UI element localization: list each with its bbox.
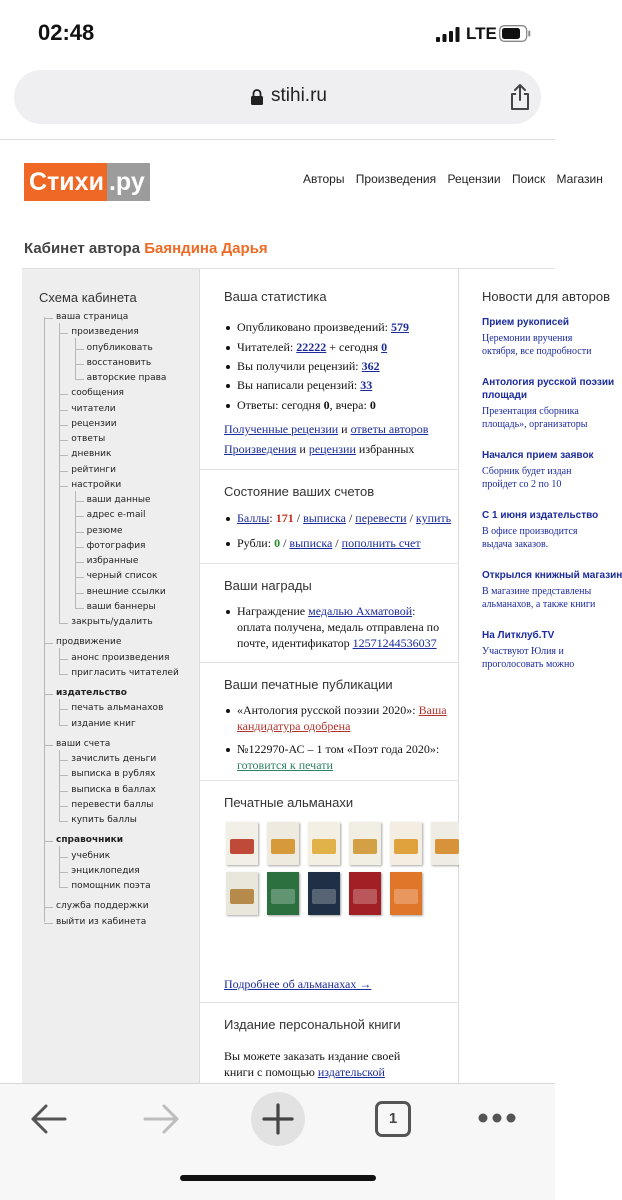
tree-connector — [75, 501, 84, 502]
tree-connector — [44, 841, 53, 842]
tree-connector — [59, 791, 68, 792]
news-column — [459, 269, 622, 1084]
rubles-topup-link[interactable]: пополнить счет — [341, 536, 421, 550]
points-row: Баллы: 171 / выписка / перевести / купить — [237, 511, 452, 525]
conjunction: и — [341, 422, 348, 436]
personal-book-line2 — [224, 1065, 385, 1080]
award-line1 — [237, 604, 416, 619]
new-tab-button[interactable] — [251, 1092, 305, 1146]
tree-connector — [75, 547, 84, 548]
almanacs-section — [200, 780, 459, 1002]
almanac-cover[interactable] — [390, 822, 422, 865]
sidebar-item[interactable]: справочники — [56, 835, 124, 846]
site-logo[interactable] — [24, 163, 150, 201]
sidebar-item[interactable]: пригласить читателей — [71, 667, 179, 678]
sidebar-item[interactable]: анонс произведения — [71, 652, 170, 663]
sidebar-item[interactable]: фотография — [86, 540, 146, 551]
stats-links-row1 — [224, 422, 428, 437]
award-line2: оплата получена, медаль отправлена по — [237, 620, 440, 634]
points-link[interactable]: Баллы — [237, 511, 270, 525]
status-bar — [0, 0, 555, 68]
page-title-prefix: Кабинет автора — [24, 240, 141, 257]
tree-connector — [59, 775, 68, 776]
cover-art — [271, 839, 295, 854]
logo-main: Стихи — [24, 163, 107, 201]
publication-2-status[interactable]: готовится к печати — [237, 758, 333, 772]
personal-book-line1: Вы можете заказать издание своей — [224, 1049, 401, 1063]
accounts-title: Состояние ваших счетов — [224, 484, 375, 499]
tree-connector — [75, 608, 84, 609]
stat-answers-yesterday: 0 — [369, 398, 376, 412]
personal-book-section — [200, 1002, 459, 1092]
cabinet-frame — [22, 268, 622, 1083]
sidebar-item[interactable]: избранные — [86, 556, 139, 566]
tracking-id-link[interactable]: 12571244536037 — [352, 636, 437, 650]
stat-readers-label: Читателей: — [237, 340, 294, 354]
points-buy-link[interactable]: купить — [415, 511, 452, 525]
stats-section — [200, 269, 459, 469]
stat-written-label: Вы написали рецензий: — [237, 378, 358, 392]
news-text: октября, все подробности — [482, 346, 592, 357]
nav-shop[interactable]: Магазин — [556, 172, 603, 186]
news-title: Новости для авторов — [482, 289, 611, 304]
tree-connector — [75, 379, 84, 380]
tree-connector — [75, 532, 84, 533]
sidebar-item[interactable]: ваша страница — [56, 312, 129, 322]
authors-answers-link[interactable]: ответы авторов — [350, 422, 429, 436]
received-reviews-link[interactable]: Полученные рецензии — [224, 422, 339, 436]
sidebar-item[interactable]: ваши счета — [56, 738, 111, 749]
stat-readers-today-value[interactable]: 0 — [381, 340, 388, 354]
stat-answers — [237, 398, 376, 413]
stat-answers-yesterday-label: , вчера: — [329, 398, 367, 412]
bullet — [226, 365, 230, 369]
sidebar-item[interactable]: дневник — [71, 449, 112, 460]
almanac-cover[interactable] — [267, 872, 299, 915]
browser-toolbar — [0, 1083, 555, 1200]
sidebar-item[interactable]: ваши данные — [86, 495, 151, 505]
logo-suffix: .ру — [107, 163, 150, 201]
stat-answers-label: Ответы: сегодня — [237, 398, 321, 412]
tree-connector — [44, 318, 53, 319]
award-tracking-label: почте, идентификатор — [237, 636, 350, 650]
almanacs-more — [224, 977, 371, 992]
publications-title: Ваши печатные публикации — [224, 677, 393, 692]
almanacs-more-link[interactable]: Подробнее об альманахах → — [224, 977, 372, 991]
tree-connector — [59, 821, 68, 822]
bullet — [226, 748, 230, 752]
akhmatova-medal-link[interactable]: медалью Ахматовой — [308, 604, 413, 618]
news-headline[interactable]: Прием рукописей — [482, 317, 570, 328]
sidebar-item[interactable]: авторские права — [86, 373, 167, 383]
tree-connector — [44, 907, 53, 908]
publication-1-title: «Антология русской поэзии 2020»: — [237, 703, 416, 717]
sidebar-title: Схема кабинета — [39, 290, 137, 305]
status-time: 02:48 — [38, 20, 95, 45]
sidebar-item[interactable]: адрес e-mail — [86, 510, 146, 521]
bullet — [226, 517, 230, 521]
points-value: 171 — [275, 511, 294, 525]
news-headline[interactable]: Открылся книжный магазин — [482, 570, 622, 581]
top-nav — [303, 172, 611, 186]
cover-art — [230, 839, 254, 854]
sidebar-item[interactable]: восстановить — [86, 357, 152, 368]
almanac-cover[interactable] — [390, 872, 422, 915]
tree-connector — [59, 623, 68, 624]
cover-art — [353, 839, 377, 854]
sidebar — [22, 269, 200, 1084]
tree-connector — [59, 760, 68, 761]
points-transfer-link[interactable]: перевести — [355, 511, 407, 525]
news-headline[interactable]: На Литклуб.TV — [482, 630, 555, 641]
news-text: Презентация сборника — [482, 406, 579, 417]
address-bar[interactable] — [14, 70, 541, 124]
sidebar-item[interactable]: сообщения — [71, 388, 124, 399]
stat-received — [237, 359, 380, 374]
publication-1-status-a[interactable]: Ваша — [418, 703, 447, 717]
favorite-reviews-link[interactable]: рецензии — [308, 442, 356, 456]
plus-icon — [262, 1103, 294, 1135]
tree-connector — [59, 872, 68, 873]
tree-connector — [59, 471, 68, 472]
tree-connector — [44, 643, 53, 644]
sidebar-item[interactable]: печать альманахов — [71, 703, 164, 714]
tree-connector — [59, 887, 68, 888]
personal-book-line2-text: книги с помощью — [224, 1065, 315, 1079]
award-prefix: Награждение — [237, 604, 306, 618]
sidebar-item[interactable]: ответы — [71, 434, 106, 444]
awards-title: Ваши награды — [224, 578, 312, 593]
almanac-cover[interactable] — [308, 872, 340, 915]
cover-art — [312, 839, 336, 854]
cellular-signal-icon — [436, 27, 460, 42]
stats-links-row2 — [224, 442, 414, 457]
stat-readers-today-label: + сегодня — [329, 340, 379, 354]
tree-connector — [59, 674, 68, 675]
stat-readers — [237, 340, 387, 355]
bullet — [226, 384, 230, 388]
tree-connector — [59, 333, 68, 334]
bullet — [226, 542, 230, 546]
tab-count: 1 — [388, 1110, 398, 1127]
tree-connector — [59, 659, 68, 660]
tree-connector — [75, 516, 84, 517]
tree-connector — [59, 857, 68, 858]
tree-connector — [59, 410, 68, 411]
stat-readers-value[interactable]: 22222 — [296, 340, 327, 354]
more-icon[interactable] — [477, 1112, 517, 1124]
sidebar-item[interactable]: издание книг — [71, 718, 136, 729]
news-headline[interactable]: площади — [482, 390, 527, 401]
sidebar-item[interactable]: перевести баллы — [71, 799, 154, 810]
bullet — [226, 346, 230, 350]
rubles-statement-link[interactable]: выписка — [289, 536, 333, 550]
cover-art — [230, 889, 254, 904]
divider — [0, 139, 555, 140]
rubles-row: Рубли: 0 / выписка / пополнить счет — [237, 536, 421, 550]
news-text: проголосовать можно — [482, 659, 575, 670]
sidebar-item[interactable]: выписка в рублях — [71, 769, 156, 780]
news-headline[interactable]: Антология русской поэзии — [482, 377, 615, 388]
tree-connector — [59, 806, 68, 807]
news-text: выдача заказов. — [482, 539, 549, 550]
stat-answers-today: 0 — [323, 398, 330, 412]
sidebar-item[interactable]: рейтинги — [71, 464, 116, 475]
bullet — [226, 326, 230, 330]
stat-published-value[interactable]: 579 — [391, 320, 410, 334]
sidebar-item[interactable]: внешние ссылки — [86, 586, 166, 597]
sidebar-item[interactable]: зачислить деньги — [71, 754, 157, 764]
almanac-cover[interactable] — [226, 822, 258, 865]
sidebar-item[interactable]: помощник поэта — [71, 881, 151, 891]
sidebar-item[interactable]: опубликовать — [86, 342, 153, 353]
tree-connector — [59, 323, 60, 623]
news-text: площадь», организаторы — [482, 419, 588, 430]
author-name[interactable]: Баяндина Дарья — [144, 240, 268, 257]
stat-written — [237, 378, 372, 393]
favorite-works-link[interactable]: Произведения — [224, 442, 297, 456]
stat-published-label: Опубликовано произведений: — [237, 320, 389, 334]
rubles-value: 0 — [274, 536, 281, 550]
stat-written-value[interactable]: 33 — [360, 378, 373, 392]
sidebar-item[interactable]: рецензии — [71, 418, 117, 429]
sidebar-item[interactable]: произведения — [71, 327, 139, 338]
tree-connector — [75, 349, 84, 350]
tree-connector — [59, 846, 60, 887]
tree-connector — [59, 725, 68, 726]
sidebar-item[interactable]: выйти из кабинета — [56, 916, 147, 927]
award-line3 — [237, 636, 437, 651]
tree-connector — [75, 338, 76, 379]
sidebar-item[interactable]: черный список — [86, 571, 158, 582]
bullet — [226, 404, 230, 408]
sidebar-item[interactable]: продвижение — [56, 637, 122, 648]
news-text: Сборник будет издан — [482, 466, 572, 477]
sidebar-item[interactable]: читатели — [71, 403, 116, 414]
publications-section — [200, 662, 459, 780]
publication-2-cont — [237, 758, 333, 773]
page-title — [24, 240, 268, 257]
sidebar-item[interactable]: резюме — [86, 525, 123, 536]
cover-art — [394, 889, 418, 904]
sidebar-item[interactable]: издательство — [56, 688, 127, 698]
award-colon: : — [412, 604, 416, 618]
favorites-word: избранных — [358, 442, 415, 456]
sidebar-item[interactable]: закрыть/удалить — [71, 617, 153, 627]
publication-1-cont — [237, 719, 350, 734]
tree-connector — [59, 440, 68, 441]
news-headline[interactable]: Начался прием заявок — [482, 450, 594, 461]
cover-art — [312, 889, 336, 904]
conjunction: и — [299, 442, 306, 456]
forward-icon[interactable] — [142, 1102, 182, 1136]
cover-art — [353, 889, 377, 904]
almanac-cover[interactable] — [226, 872, 258, 915]
nav-search[interactable]: Поиск — [511, 172, 546, 186]
tree-connector — [59, 709, 68, 710]
bullet — [226, 709, 230, 713]
network-type: LTE — [466, 24, 497, 43]
tree-connector — [75, 364, 84, 365]
main-column — [200, 269, 459, 1084]
rubles-label: Рубли: — [237, 536, 272, 550]
lock-icon — [250, 88, 264, 106]
stat-received-label: Вы получили рецензий: — [237, 359, 359, 373]
tree-connector — [75, 491, 76, 608]
tree-connector — [75, 562, 84, 563]
battery-icon — [499, 25, 531, 42]
cover-art — [394, 839, 418, 854]
publication-2: №122970-АС – 1 том «Поэт года 2020»: — [237, 742, 440, 756]
news-text: В магазине представлены — [482, 586, 592, 597]
tree-connector — [44, 694, 53, 695]
sidebar-item[interactable]: служба поддержки — [56, 901, 149, 912]
stats-title: Ваша статистика — [224, 289, 327, 304]
personal-book-title: Издание персональной книги — [224, 1017, 401, 1032]
tree-connector — [44, 923, 53, 924]
bullet — [226, 610, 230, 614]
tree-connector — [59, 699, 60, 725]
almanac-cover[interactable] — [267, 822, 299, 865]
sidebar-item[interactable]: ваши баннеры — [86, 601, 156, 612]
almanac-cover[interactable] — [308, 822, 340, 865]
news-text: В офисе производится — [482, 526, 578, 537]
cover-art — [271, 889, 295, 904]
sidebar-item[interactable]: энциклопедия — [71, 865, 140, 876]
news-text: Участвуют Юлия и — [482, 646, 564, 657]
news-text: альманахов, а также книги — [482, 599, 596, 610]
tree-connector — [59, 425, 68, 426]
sidebar-item[interactable]: учебник — [71, 850, 111, 861]
tabs-button[interactable] — [375, 1101, 411, 1137]
nav-works[interactable]: Произведения — [355, 172, 437, 186]
sidebar-item[interactable]: настройки — [71, 479, 122, 490]
publication-1-status-b[interactable]: кандидатура одобрена — [237, 719, 351, 733]
nav-reviews[interactable]: Рецензии — [447, 172, 501, 186]
stat-received-value[interactable]: 362 — [361, 359, 380, 373]
tree-connector — [44, 317, 45, 922]
stat-published — [237, 320, 409, 335]
share-icon[interactable] — [508, 83, 532, 111]
cover-art — [435, 839, 459, 854]
awards-section — [200, 563, 459, 662]
news-text: Церемонии вручения — [482, 333, 573, 344]
publication-1 — [237, 703, 447, 718]
points-statement-link[interactable]: выписка — [303, 511, 346, 525]
accounts-section — [200, 469, 459, 563]
tree-connector — [59, 455, 68, 456]
tree-connector — [75, 593, 84, 594]
tree-connector — [59, 648, 60, 674]
almanac-cover[interactable] — [349, 872, 381, 915]
news-text: пройдет со 2 по 10 — [482, 479, 562, 490]
nav-authors[interactable]: Авторы — [303, 172, 345, 186]
back-icon[interactable] — [28, 1102, 68, 1136]
url-text[interactable]: stihi.ru — [271, 85, 327, 106]
tree-connector — [44, 745, 53, 746]
news-headline[interactable]: С 1 июня издательство — [482, 510, 599, 521]
publishing-link[interactable]: издательской — [317, 1065, 385, 1079]
home-indicator — [180, 1175, 376, 1181]
tree-connector — [59, 486, 68, 487]
almanac-cover[interactable] — [349, 822, 381, 865]
sidebar-item[interactable]: купить баллы — [71, 815, 137, 825]
tree-connector — [59, 394, 68, 395]
sidebar-item[interactable]: выписка в баллах — [71, 784, 156, 795]
almanacs-title: Печатные альманахи — [224, 795, 354, 810]
tree-connector — [75, 577, 84, 578]
